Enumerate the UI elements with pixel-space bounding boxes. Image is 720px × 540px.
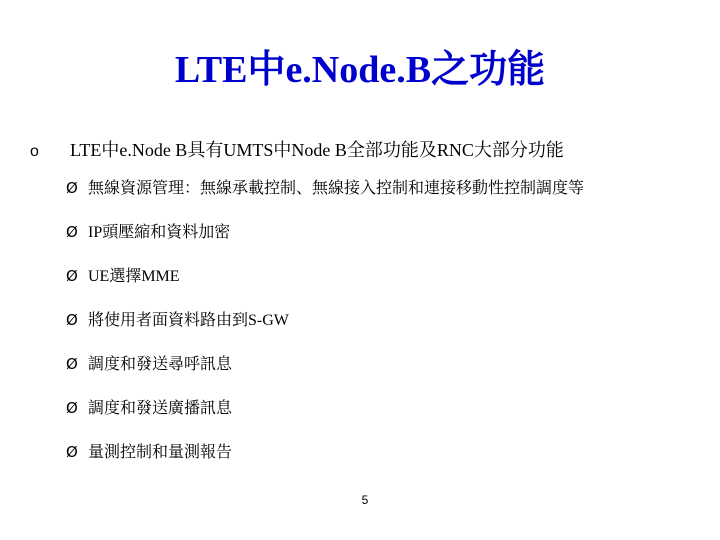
arrow-bullet-icon: Ø [66, 399, 78, 417]
arrow-bullet-icon: Ø [66, 179, 78, 197]
arrow-bullet-icon: Ø [66, 267, 78, 285]
sub-bullet-text: UE選擇MME [88, 268, 180, 285]
sub-bullet-item [66, 440, 706, 484]
page-number: 5 [361, 493, 369, 507]
sub-bullet-text: 無線資源管理：無線承載控制、無線接入控制和連接移動性控制調度等 [88, 180, 585, 197]
sub-bullet-text: 調度和發送廣播訊息 [88, 400, 233, 417]
arrow-bullet-icon: Ø [66, 355, 78, 373]
sub-bullet-text: 將使用者面資料路由到S-GW [88, 312, 289, 329]
arrow-bullet-icon: Ø [66, 311, 78, 329]
main-bullet-text: LTE中e.Node B具有UMTS中Node B全部功能及RNC大部分功能 [70, 140, 564, 160]
sub-bullet-item [66, 308, 706, 352]
arrow-bullet-icon: Ø [66, 443, 78, 461]
sub-bullet-text: IP頭壓縮和資料加密 [88, 224, 231, 241]
sub-bullet-item [66, 396, 706, 440]
sub-bullet-item [66, 220, 706, 264]
bullet-marker: o [30, 143, 39, 160]
slide-title: LTE中e.Node.B之功能 [174, 49, 546, 91]
sub-bullet-text: 量測控制和量測報告 [88, 444, 233, 461]
sub-bullet-item [66, 352, 706, 396]
sub-bullet-text: 調度和發送尋呼訊息 [88, 356, 233, 373]
sub-bullet-item [66, 264, 706, 308]
arrow-bullet-icon: Ø [66, 223, 78, 241]
main-bullet [30, 136, 710, 162]
sub-bullet-item [66, 176, 706, 220]
sub-bullet-list [66, 176, 706, 484]
